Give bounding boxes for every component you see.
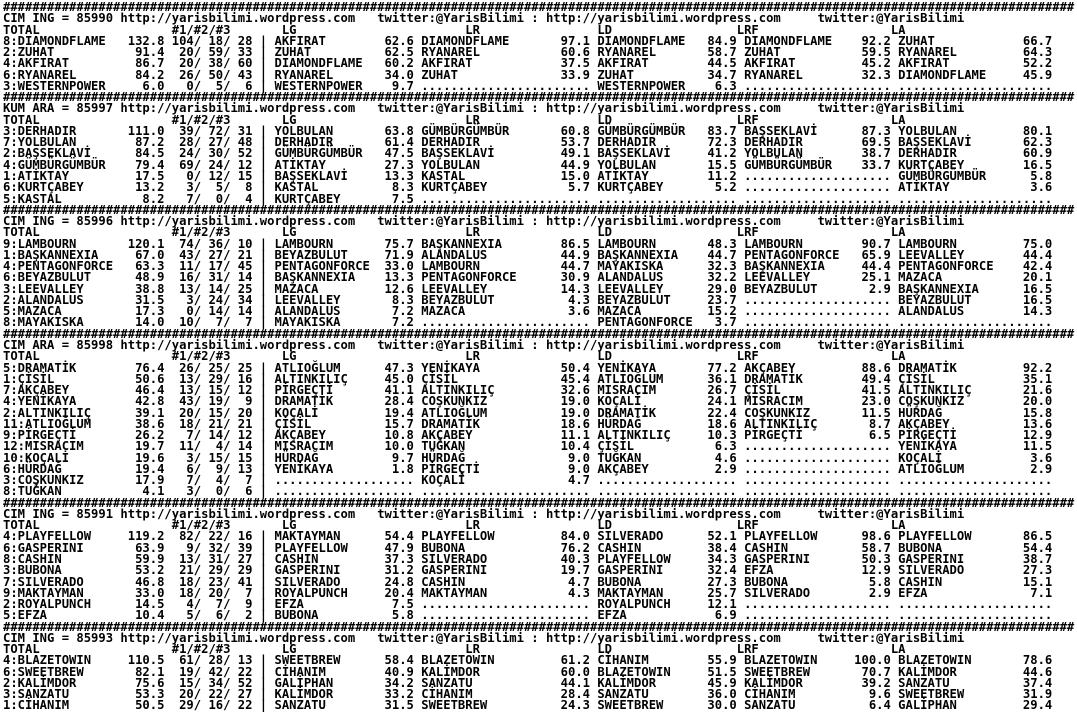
table-row: 7:AKÇABEY 46.4 13/ 15/ 12 | PİRGEÇTİ 41.1 ALTINKILIÇ 32.6 MISRACIM 26.7 ÇİSİL 41.5 ALTINKILIÇ 21.6 xyxy=(3,383,1053,398)
table-row: 3:DERHADIR 111.0 39/ 72/ 31 | YOLBULAN 63.8 GÜMBÜRGÜMBÜR 60.8 GÜMBÜRGÜMBÜR 83.7 BAŞSEKLAVİ 87.3 YOLBULAN 80.1 xyxy=(3,123,1053,138)
separator-line: ################################################################################################################################################## xyxy=(3,0,1075,14)
table-row: 3:WESTERNPOWER 6.0 0/ 5/ 6 | WESTERNPOWER 9.7 ....................... WESTERNPOWER 6.3 .................... ..................... xyxy=(3,78,1053,93)
table-row: 3:COŞKUNKIZ 17.9 7/ 4/ 7 | ................... KOÇALİ 4.7 ................... .................... ..................... xyxy=(3,473,1053,488)
table-row: 6:HÜRDAĞ 19.4 6/ 9/ 13 | YENİKAYA 1.8 PİRGEÇTİ 9.0 AKÇABEY 2.9 .................... ATLIOĞLUM 2.9 xyxy=(3,461,1053,476)
table-row: 5:DRAMATİK 76.4 26/ 25/ 25 | ATLIOĞLUM 47.3 YENİKAYA 50.4 YENİKAYA 77.2 AKÇABEY 88.6 DRAMATİK 92.2 xyxy=(3,360,1053,375)
section-header: CIM ARA = 85998 http://yarisbilimi.wordpress.com twitter:@YarisBilimi : http://yarisbilimi.wordpress.com twitter:@YarisBilimi xyxy=(3,337,965,352)
column-header-row: TOTAL #1/#2/#3 LG LR LD LRF LA xyxy=(3,349,906,364)
separator-line: ################################################################################################################################################## xyxy=(3,326,1075,341)
table-row: 4:PLAYFELLOW 119.2 82/ 22/ 16 | MAKTAYMAN 54.4 PLAYFELLOW 84.0 SILVERADO 52.1 PLAYFELLOW 98.6 PLAYFELLOW 86.5 xyxy=(3,529,1053,544)
column-header-row: TOTAL #1/#2/#3 LG LR LD LRF LA xyxy=(3,225,906,240)
section-header: CIM ING = 85993 http://yarisbilimi.wordpress.com twitter:@YarisBilimi : http://yarisbilimi.wordpress.com twitter:@YarisBilimi xyxy=(3,630,965,645)
column-header-row: TOTAL #1/#2/#3 LG LR LD LRF LA xyxy=(3,642,906,657)
table-row: 2:ROYALPUNCH 14.5 4/ 7/ 9 | EFZA 7.5 ....................... ROYALPUNCH 12.1 .................... ..................... xyxy=(3,597,1053,612)
separator-line: ################################################################################################################################################## xyxy=(3,495,1075,510)
table-row: 3:SANZATU 53.3 20/ 22/ 27 | KALİMDOR 33.2 CİHANIM 28.4 SANZATU 36.0 CİHANIM 9.6 SWEETBREW 31.9 xyxy=(3,687,1053,702)
section-header: KUM ARA = 85997 http://yarisbilimi.wordpress.com twitter:@YarisBilimi : http://yarisbilimi.wordpress.com twitter:@YarisBilimi xyxy=(3,101,965,116)
table-row: 1:BAŞKANNEXIA 67.0 43/ 27/ 21 | BEYAZBULUT 71.9 ALANDALUS 44.9 BAŞKANNEXIA 44.7 PENTAGONFORCE 65.9 LEEVALLEY 44.4 xyxy=(3,247,1053,262)
table-row: 5:EFZA 10.4 5/ 6/ 2 | BUBONA 5.8 ....................... EFZA 6.9 .................... ..................... xyxy=(3,608,1053,623)
table-row: 10:KOÇALİ 19.6 3/ 15/ 15 | HÜRDAĞ 9.7 HÜRDAĞ 9.0 TUĞKAN 4.6 .................... KOÇALİ 3.6 xyxy=(3,450,1053,465)
table-row: 8:CASHIN 59.9 13/ 31/ 27 | CASHIN 37.3 SILVERADO 40.3 PLAYFELLOW 34.3 GASPERINI 50.3 GASPERINI 38.7 xyxy=(3,552,1053,567)
table-row: 4:GÜMBÜRGÜMBÜR 79.4 69/ 24/ 12 | ATİKTAY 27.3 YOLBULAN 44.9 YOLBULAN 15.5 GÜMBÜRGÜMBÜR 33.7 KURTÇABEY 16.5 xyxy=(3,157,1053,172)
table-row: 12:MISRACIM 19.7 11/ 4/ 14 | MISRACIM 10.0 TUĞKAN 10.4 ÇİSİL 6.3 .................... YENİKAYA 11.5 xyxy=(3,439,1053,454)
column-header-row: TOTAL #1/#2/#3 LG LR LD LRF LA xyxy=(3,112,906,127)
column-header-row: TOTAL #1/#2/#3 LG LR LD LRF LA xyxy=(3,518,906,533)
table-row: 9:LAMBOURN 120.1 74/ 36/ 10 | LAMBOURN 75.7 BAŞKANNEXIA 86.5 LAMBOURN 48.3 LAMBOURN 90.7 LAMBOURN 75.0 xyxy=(3,236,1053,251)
table-row: 1:CİHANIM 50.5 29/ 16/ 22 | SANZATU 31.5 SWEETBREW 24.3 SWEETBREW 30.0 SANZATU 6.4 GALİPHAN 29.4 xyxy=(3,698,1053,712)
table-row: 5:KASTAL 8.2 7/ 0/ 4 | KURTÇABEY 7.5 ....................... ................... .................... ..................... xyxy=(3,191,1053,206)
table-row: 3:LEEVALLEY 38.8 13/ 14/ 25 | MAZACA 12.6 LEEVALLEY 14.3 LEEVALLEY 29.0 BEYAZBULUT 2.9 BAŞKANNEXIA 16.5 xyxy=(3,281,1053,296)
separator-line: ################################################################################################################################################## xyxy=(3,619,1075,634)
section-header: CIM ING = 85990 http://yarisbilimi.wordpress.com twitter:@YarisBilimi : http://yarisbilimi.wordpress.com twitter:@YarisBilimi xyxy=(3,11,965,26)
table-row: 8:TUĞKAN 4.1 3/ 0/ 6 | ................... ....................... ................... .................... ..................... xyxy=(3,484,1053,499)
table-row: 5:MAZACA 17.3 0/ 14/ 14 | ALANDALUS 7.2 MAZACA 3.6 MAZACA 15.2 .................... ALANDALUS 14.3 xyxy=(3,304,1053,319)
table-row: 9:PİRGEÇTİ 26.2 7/ 14/ 12 | AKÇABEY 10.8 AKÇABEY 11.1 ALTINKILIÇ 10.3 PİRGEÇTİ 6.5 PİRGEÇTİ 12.9 xyxy=(3,428,1053,443)
table-row: 8:MAYAKISKA 14.0 10/ 7/ 7 | MAYAKISKA 7.2 ....................... PENTAGONFORCE 3.7 .................... ..................... xyxy=(3,315,1053,330)
table-row: 1:ÇİSİL 50.6 13/ 29/ 16 | ALTINKILIÇ 45.0 ÇİSİL 45.4 ATLIOĞLUM 36.1 DRAMATİK 49.4 ÇİSİL 35.1 xyxy=(3,371,1053,386)
table-row: 3:BUBONA 53.2 21/ 29/ 29 | GASPERINI 31.2 GASPERINI 19.7 GASPERINI 32.4 EFZA 12.9 SILVERADO 27.3 xyxy=(3,563,1053,578)
table-row: 8:DIAMONDFLAME 132.8 104/ 18/ 28 | AKFIRAT 62.6 DIAMONDFLAME 97.1 DIAMONDFLAME 84.9 DIAMONDFLAME 92.2 ZUHAT 66.7 xyxy=(3,33,1053,48)
section-header: CIM ING = 85991 http://yarisbilimi.wordpress.com twitter:@YarisBilimi : http://yarisbilimi.wordpress.com twitter:@YarisBilimi xyxy=(3,506,965,521)
table-row: 6:SWEETBREW 82.1 19/ 42/ 22 | CİHANIM 40.9 KALİMDOR 60.0 BLAZETOWIN 51.5 SWEETBREW 70.7 KALİMDOR 44.6 xyxy=(3,664,1053,679)
separator-line: ################################################################################################################################################## xyxy=(3,90,1075,105)
table-row: 4:BLAZETOWIN 110.5 61/ 28/ 13 | SWEETBREW 58.4 BLAZETOWIN 61.2 CİHANIM 55.9 BLAZETOWIN 100.0 BLAZETOWIN 78.6 xyxy=(3,653,1053,668)
table-row: 2:ZUHAT 91.4 20/ 59/ 33 | ZUHAT 62.5 RYANAREL 60.6 RYANAREL 58.7 ZUHAT 59.5 RYANAREL 64.3 xyxy=(3,45,1053,60)
table-row: 9:MAKTAYMAN 33.0 18/ 20/ 7 | ROYALPUNCH 20.4 MAKTAYMAN 4.3 MAKTAYMAN 25.7 SILVERADO 2.9 EFZA 7.1 xyxy=(3,585,1053,600)
table-row: 4:YENİKAYA 42.8 43/ 19/ 9 | DRAMATİK 28.4 COŞKUNKIZ 19.0 KOÇALİ 24.1 MISRACIM 23.0 COŞKUNKIZ 20.0 xyxy=(3,394,1053,409)
table-row: 6:KURTÇABEY 13.2 3/ 5/ 8 | KASTAL 8.3 KURTÇABEY 5.7 KURTÇABEY 5.2 .................... ATİKTAY 3.6 xyxy=(3,180,1053,195)
table-row: 6:GASPERINI 63.9 9/ 32/ 39 | PLAYFELLOW 47.9 BUBONA 76.2 CASHIN 38.4 CASHIN 58.7 BUBONA 54.4 xyxy=(3,540,1053,555)
table-row: 2:ALTINKILIÇ 39.1 20/ 15/ 20 | KOÇALİ 19.4 ATLIOĞLUM 19.0 DRAMATİK 22.4 COŞKUNKIZ 11.5 HÜRDAĞ 15.8 xyxy=(3,405,1053,420)
table-row: 2:KALİMDOR 75.6 15/ 34/ 52 | GALİPHAN 34.2 SANZATU 44.1 KALİMDOR 45.9 KALİMDOR 39.2 SANZATU 37.4 xyxy=(3,675,1053,690)
table-row: 7:YOLBULAN 87.2 28/ 27/ 48 | DERHADIR 61.4 DERHADIR 53.7 DERHADIR 72.3 DERHADIR 69.5 BAŞSEKLAVİ 62.3 xyxy=(3,135,1053,150)
table-row: 6:RYANAREL 84.2 26/ 50/ 43 | RYANAREL 34.0 ZUHAT 33.9 ZUHAT 34.7 RYANAREL 32.3 DIAMONDFLAME 45.9 xyxy=(3,67,1053,82)
table-row: 2:ALANDALUS 31.5 3/ 24/ 34 | LEEVALLEY 8.3 BEYAZBULUT 4.3 BEYAZBULUT 23.7 .................... BEYAZBULUT 16.5 xyxy=(3,292,1053,307)
section-header: CIM ING = 85996 http://yarisbilimi.wordpress.com twitter:@YarisBilimi : http://yarisbilimi.wordpress.com twitter:@YarisBilimi xyxy=(3,214,965,229)
column-header-row: TOTAL #1/#2/#3 LG LR LD LRF LA xyxy=(3,22,906,37)
table-row: 1:ATİKTAY 17.5 0/ 12/ 15 | BAŞSEKLAVİ 13.3 KASTAL 15.0 ATİKTAY 11.2 .................... GÜMBÜRGÜMBÜR 5.8 xyxy=(3,168,1053,183)
table-row: 11:ATLIOĞLUM 38.6 18/ 21/ 21 | ÇİSİL 15.7 DRAMATİK 18.6 HÜRDAĞ 18.6 ALTINKILIÇ 8.7 AKÇABEY 13.6 xyxy=(3,416,1053,431)
table-row: 4:PENTAGONFORCE 63.3 11/ 17/ 45 | PENTAGONFORCE 33.0 LAMBOURN 44.7 MAYAKISKA 32.3 BAŞKANNEXIA 44.4 PENTAGONFORCE 42.4 xyxy=(3,259,1053,274)
table-row: 4:AKFIRAT 86.7 20/ 38/ 60 | DIAMONDFLAME 60.2 AKFIRAT 37.5 AKFIRAT 44.5 AKFIRAT 45.2 AKFIRAT 52.2 xyxy=(3,56,1053,71)
table-row: 7:SILVERADO 46.8 18/ 23/ 41 | SILVERADO 24.8 CASHIN 4.7 BUBONA 27.3 BUBONA 5.8 CASHIN 15.1 xyxy=(3,574,1053,589)
table-row: 6:BEYAZBULUT 48.9 16/ 31/ 14 | BAŞKANNEXIA 13.3 PENTAGONFORCE 30.9 ALANDALUS 32.2 LEEVALLEY 25.1 MAZACA 20.1 xyxy=(3,270,1053,285)
separator-line: ################################################################################################################################################## xyxy=(3,202,1075,217)
table-row: 2:BAŞSEKLAVİ 84.5 24/ 30/ 52 | GÜMBÜRGÜMBÜR 47.5 BAŞSEKLAVİ 49.1 BAŞSEKLAVİ 41.2 YOLBULAN 38.7 DERHADIR 60.9 xyxy=(3,146,1053,161)
